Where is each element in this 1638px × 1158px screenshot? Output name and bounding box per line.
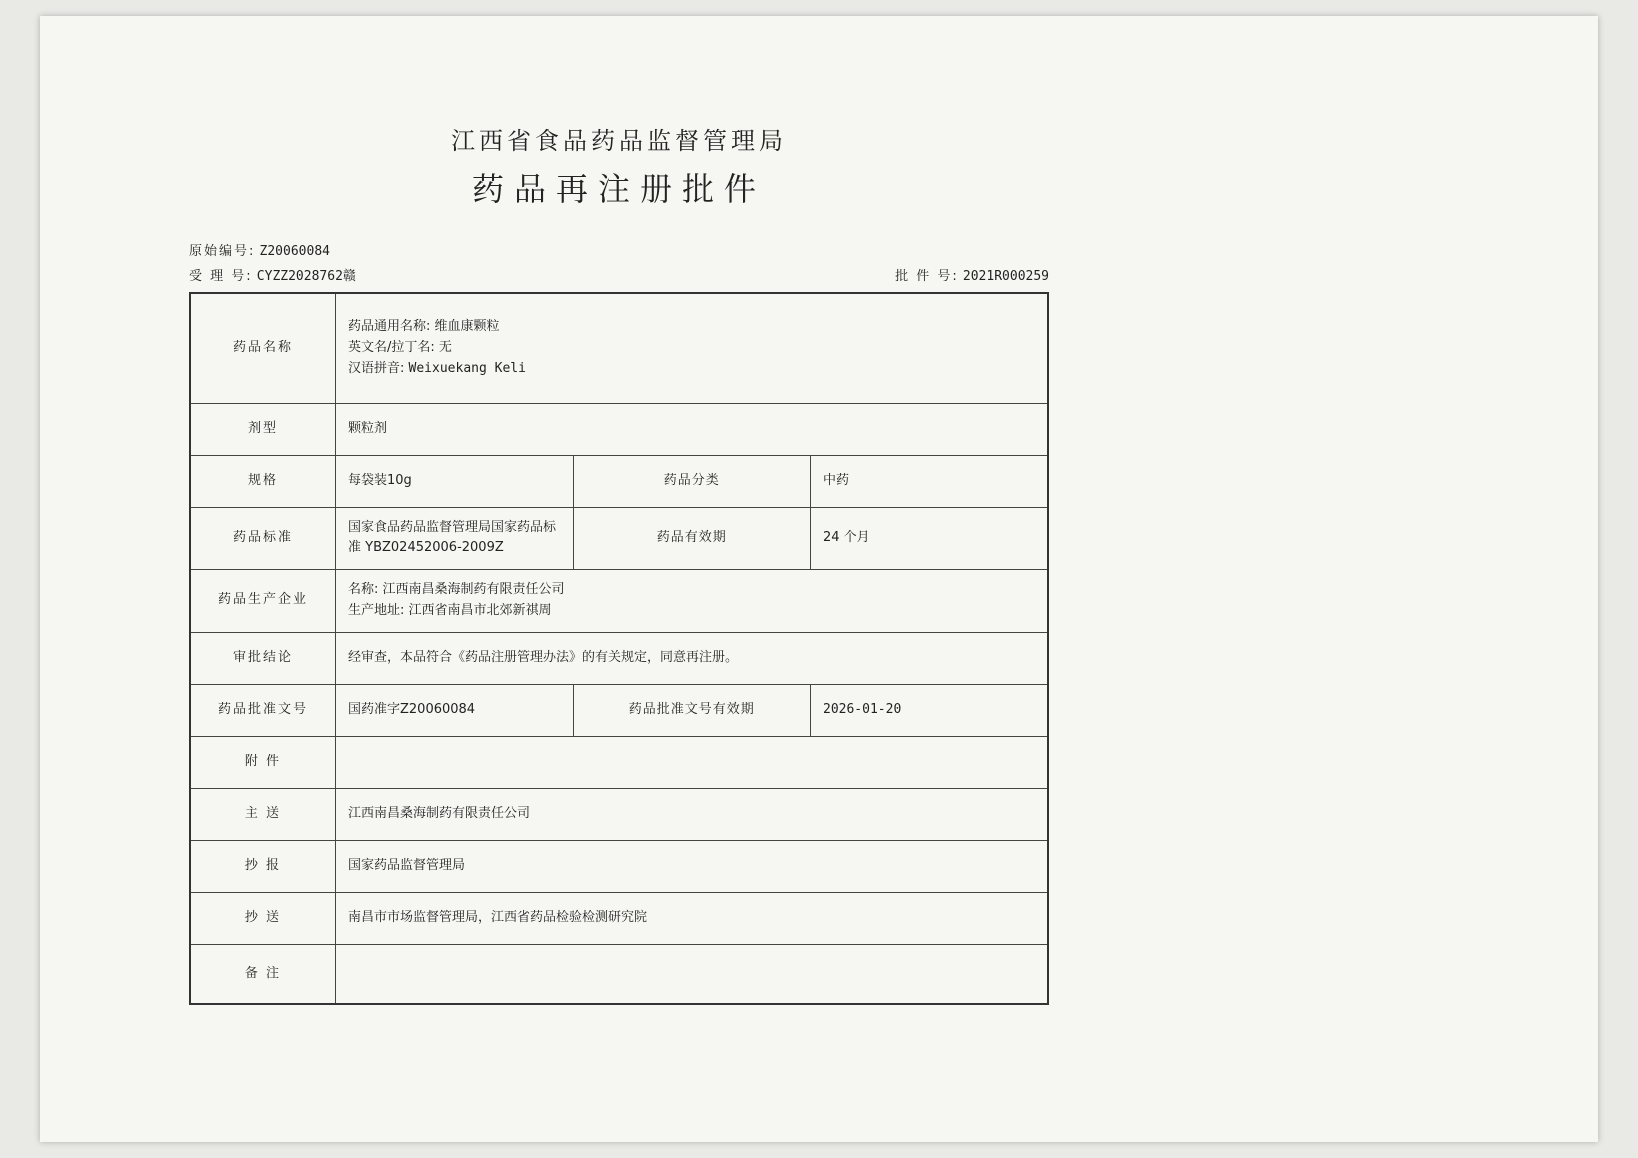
dosage-form-label: 剂型 — [190, 403, 336, 455]
row-remarks — [190, 944, 1048, 1004]
standard-label: 药品标准 — [190, 507, 336, 570]
document-page — [40, 16, 1598, 1142]
row-attachment — [190, 736, 1048, 788]
manufacturer-address-line — [348, 601, 1035, 622]
dosage-form-value: 颗粒剂 — [336, 403, 1049, 455]
attachment-label: 附 件 — [190, 736, 336, 788]
manufacturer-name-line — [348, 580, 1035, 601]
row-spec — [190, 455, 1048, 507]
copy-to-value: 南昌市市场监督管理局，江西省药品检验检测研究院 — [336, 892, 1049, 944]
row-standard — [190, 507, 1048, 570]
approval-number-label: 药品批准文号 — [190, 684, 336, 736]
english-name-label: 英文名/拉丁名: — [348, 339, 435, 355]
validity-value: 24 个月 — [811, 507, 1049, 570]
original-number — [189, 240, 330, 259]
row-conclusion — [190, 632, 1048, 684]
manufacturer-cell — [336, 570, 1049, 633]
acceptance-number — [189, 265, 356, 284]
original-number-value: Z20060084 — [259, 244, 330, 259]
row-main-recipient — [190, 788, 1048, 840]
row-approval-number — [190, 684, 1048, 736]
row-drug-name — [190, 293, 1048, 403]
original-number-label: 原始编号: — [189, 244, 256, 259]
pinyin-value: Weixuekang Keli — [408, 360, 526, 376]
acceptance-number-value: CYZZ2028762赣 — [256, 269, 356, 284]
drug-name-label: 药品名称 — [190, 293, 336, 403]
spec-label: 规格 — [190, 455, 336, 507]
manufacturer-address-label: 生产地址: — [348, 602, 405, 618]
copy-to-label: 抄 送 — [190, 892, 336, 944]
attachment-value — [336, 736, 1049, 788]
generic-name-value: 维血康颗粒 — [434, 319, 500, 335]
acceptance-number-label: 受 理 号: — [189, 269, 253, 284]
english-name-line — [348, 338, 1035, 359]
approval-document-number — [895, 265, 1049, 284]
approval-document-number-label: 批 件 号: — [895, 269, 959, 284]
document-body — [169, 87, 1069, 1087]
approval-document-number-value: 2021R000259 — [962, 269, 1049, 284]
registration-table — [189, 292, 1049, 1005]
manufacturer-address-value: 江西省南昌市北郊新祺周 — [408, 602, 552, 618]
issuer-name: 江西省食品药品监督管理局 — [451, 127, 787, 155]
report-to-label: 抄 报 — [190, 840, 336, 892]
category-value: 中药 — [811, 455, 1049, 507]
category-label: 药品分类 — [573, 455, 811, 507]
standard-value: 国家食品药品监督管理局国家药品标准 YBZ02452006-2009Z — [336, 507, 574, 570]
manufacturer-label: 药品生产企业 — [190, 570, 336, 633]
row-report-to — [190, 840, 1048, 892]
generic-name-line — [348, 317, 1035, 338]
row-copy-to — [190, 892, 1048, 944]
row-manufacturer — [190, 570, 1048, 633]
report-to-value: 国家药品监督管理局 — [336, 840, 1049, 892]
english-name-value: 无 — [438, 339, 452, 355]
approval-validity-label: 药品批准文号有效期 — [573, 684, 811, 736]
spec-value: 每袋装10g — [336, 455, 574, 507]
approval-number-value: 国药准字Z20060084 — [336, 684, 574, 736]
conclusion-value: 经审查，本品符合《药品注册管理办法》的有关规定，同意再注册。 — [336, 632, 1049, 684]
manufacturer-name-label: 名称: — [348, 582, 379, 598]
meta-row-2 — [189, 265, 1049, 284]
manufacturer-name-value: 江西南昌桑海制药有限责任公司 — [382, 582, 565, 598]
main-recipient-value: 江西南昌桑海制药有限责任公司 — [336, 788, 1049, 840]
remarks-label: 备 注 — [190, 944, 336, 1004]
generic-name-label: 药品通用名称: — [348, 319, 431, 335]
drug-name-cell — [336, 293, 1049, 403]
remarks-value — [336, 944, 1049, 1004]
main-recipient-label: 主 送 — [190, 788, 336, 840]
pinyin-line — [348, 359, 1035, 380]
approval-validity-value: 2026-01-20 — [811, 684, 1049, 736]
pinyin-label: 汉语拼音: — [348, 360, 405, 376]
document-title: 药品再注册批件 — [471, 170, 766, 208]
conclusion-label: 审批结论 — [190, 632, 336, 684]
validity-label: 药品有效期 — [573, 507, 811, 570]
meta-row-1 — [189, 240, 1049, 259]
row-dosage-form — [190, 403, 1048, 455]
